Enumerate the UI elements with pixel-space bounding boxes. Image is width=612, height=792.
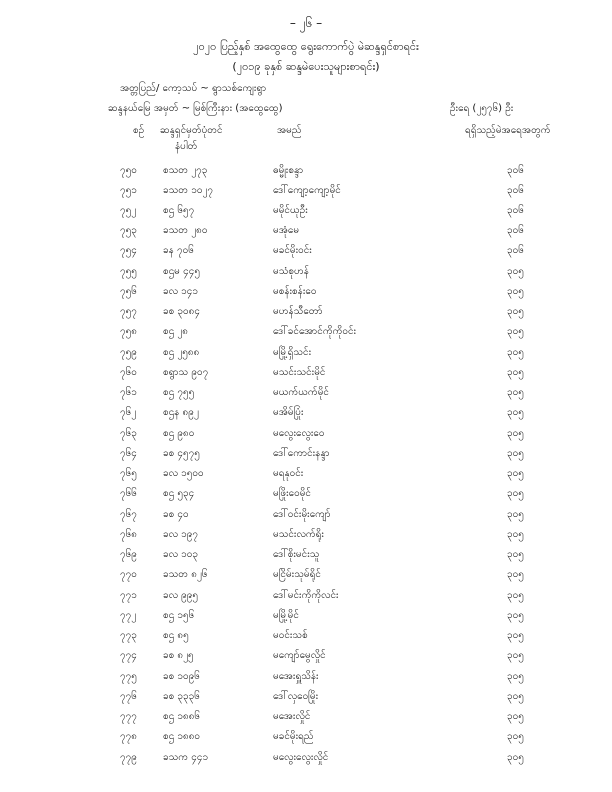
row-id: ခသတ ၂၈၀ <box>163 225 208 236</box>
row-votes: ၃၀၅ <box>507 691 524 702</box>
table-row <box>0 689 612 705</box>
table-row <box>0 243 612 259</box>
row-id: စသတ ၂၇၃ <box>163 165 208 176</box>
page-number: – ၂၆ – <box>289 16 323 30</box>
row-votes: ၃၀၅ <box>507 347 524 358</box>
row-number: ၇၆၉ <box>120 549 137 560</box>
row-name: ဒေါ်မင်းကိုကိုလင်း <box>273 590 339 601</box>
row-votes: ၃၀၅ <box>507 671 524 682</box>
row-number: ၇၆၈ <box>120 529 137 540</box>
row-id: စဌ ၁၈၈၀ <box>163 731 201 742</box>
constituency-line: ဆန္ဒနယ်မြေ အမှတ် ~ မြစ်ကြီးနား (အထွေထွေ) <box>108 103 283 114</box>
table-row <box>0 527 612 543</box>
row-id: စဌမ ၄၄၅ <box>163 266 200 277</box>
row-id: ခလ ၉၉၅ <box>163 590 199 601</box>
row-number: ၇၅၀ <box>120 165 137 176</box>
row-name: ဒေါ်ဝင်းမိုးကျော် <box>273 509 331 520</box>
row-votes: ၃၀၅ <box>507 731 524 742</box>
row-id: စဌန ၈၉၂ <box>163 407 199 418</box>
table-row <box>0 729 612 745</box>
table-row <box>0 547 612 563</box>
row-name: မမိုင်ယုဦး <box>273 205 308 216</box>
row-number: ၇၆၂ <box>120 407 137 418</box>
table-row <box>0 608 612 624</box>
table-row <box>0 426 612 442</box>
row-number: ၇၆၁ <box>120 387 137 398</box>
row-votes: ၃၀၅ <box>507 367 524 378</box>
table-row <box>0 284 612 300</box>
row-id: စဌ ၁၈၈၆ <box>163 711 201 722</box>
row-id: စဌ ၁၅၆ <box>163 610 195 621</box>
table-row <box>0 709 612 725</box>
row-id: ခလ ၁၄၁ <box>163 286 199 297</box>
row-name: မခင်မိုးရည် <box>273 731 314 742</box>
row-votes: ၃၀၆ <box>507 245 524 256</box>
row-votes: ၃၀၅ <box>507 448 524 459</box>
row-number: ၇၅၄ <box>120 245 137 256</box>
row-id: ခလ ၁၉၇ <box>163 529 199 540</box>
row-votes: ၃၀၆ <box>507 185 524 196</box>
row-id: ခန ၇၀၆ <box>163 245 194 256</box>
table-row <box>0 446 612 462</box>
column-header-votes: ရရှိသည့်မဲအရေအတွက် <box>465 125 551 136</box>
table-row <box>0 183 612 199</box>
table-row <box>0 264 612 280</box>
row-name: မမြို့မိုင် <box>273 610 299 621</box>
row-name: မကျော်မွေလှိုင် <box>273 650 326 661</box>
row-name: မမြို့ရှိသင်း <box>273 347 312 358</box>
row-number: ၇၅၃ <box>120 225 137 236</box>
column-header-name: အမည် <box>277 125 302 136</box>
row-name: မလွေးလွေးဝေ <box>273 428 325 439</box>
column-header-id: ဆန္ဒရှင်မှတ်ပုံတင် <box>160 125 223 136</box>
row-votes: ၃၀၅ <box>507 286 524 297</box>
row-votes: ၃၀၅ <box>507 549 524 560</box>
row-number: ၇၅၅ <box>120 266 137 277</box>
row-name: မအေးလှိုင် <box>273 711 311 722</box>
table-row <box>0 365 612 381</box>
row-name: မသံစုဟန် <box>273 266 309 277</box>
row-number: ၇၇၃ <box>120 630 137 641</box>
row-name: မအိမ်ပြုံး <box>273 407 304 418</box>
table-row <box>0 750 612 766</box>
row-votes: ၃၀၅ <box>507 266 524 277</box>
row-number: ၇၆၅ <box>120 468 137 479</box>
row-id: စဌ ၂၈ <box>163 326 188 337</box>
table-row <box>0 304 612 320</box>
row-number: ၇၆၇ <box>120 509 137 520</box>
row-name: မဖြိုးဝေမိုင် <box>273 488 311 499</box>
row-number: ၇၆၄ <box>120 448 137 459</box>
row-votes: ၃၀၆ <box>507 225 524 236</box>
column-header-number: စဉ် <box>133 125 145 136</box>
row-id: စဌ ၇၅၅ <box>163 387 195 398</box>
row-votes: ၃၀၅ <box>507 630 524 641</box>
row-votes: ၃၀၅ <box>507 428 524 439</box>
column-header-id-line2: နံပါတ် <box>175 141 198 152</box>
table-row <box>0 567 612 583</box>
row-number: ၇၇၆ <box>120 691 137 702</box>
row-number: ၇၅၆ <box>120 286 137 297</box>
row-name: ဒေါ်ခင်အောင်ကိုကိုဝင်း <box>273 326 357 337</box>
row-name: ဒေါ်လှဝေမြိုး <box>273 691 319 702</box>
row-votes: ၃၀၅ <box>507 387 524 398</box>
row-votes: ၃၀၅ <box>507 610 524 621</box>
row-number: ၇၇၄ <box>120 650 137 661</box>
row-number: ၇၇၉ <box>120 752 137 763</box>
row-name: မရနုဝင်း <box>273 468 304 479</box>
row-name: မသင်းလက်ရိုး <box>273 529 324 540</box>
row-id: ခသတ ၈၂၆ <box>163 569 208 580</box>
row-number: ၇၅၇ <box>120 306 137 317</box>
row-id: ခလ ၁၅၀၀ <box>163 468 204 479</box>
row-votes: ၃၀၅ <box>507 407 524 418</box>
table-row <box>0 486 612 502</box>
table-row <box>0 203 612 219</box>
row-name: မလွေးလွေးလှိုင် <box>273 752 329 763</box>
row-name: မစန်းစန်းဝေ <box>273 286 317 297</box>
row-votes: ၃၀၅ <box>507 650 524 661</box>
row-id: စဌ ၂၅၈၈ <box>163 347 200 358</box>
document-title: ၂၀၂၀ ပြည့်နှစ် အထွေထွေ ရွေးကောက်ပွဲ မဲဆန္ဒရှင်စာရင်း <box>193 40 419 53</box>
row-votes: ၃၀၆ <box>507 205 524 216</box>
row-votes: ၃၀၅ <box>507 509 524 520</box>
row-id: ခစ ၃၃၃၆ <box>163 691 200 702</box>
row-votes: ၃၀၅ <box>507 711 524 722</box>
table-row <box>0 648 612 664</box>
row-name: မအုံမေ <box>273 225 300 236</box>
voter-count: ဦးရေ (၂၅၇၆) ဦး <box>450 103 514 114</box>
row-name: မဝင်းသစ် <box>273 630 308 641</box>
row-number: ၇၅၈ <box>120 326 137 337</box>
document-subtitle: (၂၀၁၉ ခုနှစ် ဆန္ဒမဲပေးသူများစာရင်း) <box>232 60 380 73</box>
row-number: ၇၇၇ <box>120 711 137 722</box>
row-name: မခင်မိုးဝင်း <box>273 245 312 256</box>
row-votes: ၃၀၅ <box>507 590 524 601</box>
row-name: မသင်းသင်းမိုင် <box>273 367 326 378</box>
table-row <box>0 223 612 239</box>
table-row <box>0 628 612 644</box>
row-id: ခစ ၄၀ <box>163 509 189 520</box>
row-number: ၇၆၃ <box>120 428 137 439</box>
row-id: စဌ ၆၅၇ <box>163 205 195 216</box>
row-votes: ၃၀၅ <box>507 752 524 763</box>
table-row <box>0 163 612 179</box>
row-id: ခလ ၁၀၃ <box>163 549 199 560</box>
row-number: ၇၅၉ <box>120 347 137 358</box>
row-votes: ၃၀၅ <box>507 488 524 499</box>
row-name: မယက်ယက်မိုင် <box>273 387 329 398</box>
table-row <box>0 324 612 340</box>
row-votes: ၃၀၅ <box>507 326 524 337</box>
row-name: ဓမ္မိုးစန္ဒာ <box>273 165 304 176</box>
row-votes: ၃၀၅ <box>507 529 524 540</box>
table-row <box>0 466 612 482</box>
row-id: စရွာသ ၉၀၇ <box>163 367 209 378</box>
row-number: ၇၅၂ <box>120 205 137 216</box>
row-number: ၇၆၀ <box>120 367 137 378</box>
table-row <box>0 507 612 523</box>
row-number: ၇၇၁ <box>120 590 137 601</box>
row-name: မငြိမ်းသုမ်ရိုင် <box>273 569 321 580</box>
row-id: ခစ ၁၀၉၆ <box>163 671 200 682</box>
row-number: ၇၇၀ <box>120 569 137 580</box>
row-number: ၇၆၆ <box>120 488 137 499</box>
table-row <box>0 385 612 401</box>
location-line: အတ္တပြည်/ ကော့သပ် ~ ရွာသစ်ကျေးရွာ <box>120 83 267 94</box>
row-name: မဟန်သီတော် <box>273 306 323 317</box>
row-name: ဒေါ်စိုးမင်းသူ <box>273 549 320 560</box>
row-id: စဌ ၈၅ <box>163 630 189 641</box>
table-row <box>0 588 612 604</box>
row-id: စဌ ၉၈၀ <box>163 428 195 439</box>
table-row <box>0 345 612 361</box>
row-name: ဒေါ်ကျော့ကျော့မိုင် <box>273 185 341 196</box>
row-votes: ၃၀၅ <box>507 468 524 479</box>
table-row <box>0 405 612 421</box>
row-id: ခစ ၃၀၈၄ <box>163 306 201 317</box>
row-votes: ၃၀၆ <box>507 165 524 176</box>
row-id: ခစ ၈၂၅ <box>163 650 194 661</box>
row-number: ၇၅၁ <box>120 185 137 196</box>
table-row <box>0 669 612 685</box>
row-name: ဒေါ်ကောင်းနန္ဒာ <box>273 448 330 459</box>
row-votes: ၃၀၅ <box>507 569 524 580</box>
row-name: မအေးရှူသိန်း <box>273 671 319 682</box>
row-number: ၇၇၈ <box>120 731 137 742</box>
row-id: ခစ ၄၅၇၅ <box>163 448 200 459</box>
row-id: ခသတ ၁၀၂၇ <box>163 185 213 196</box>
row-votes: ၃၀၅ <box>507 306 524 317</box>
row-number: ၇၇၅ <box>120 671 137 682</box>
row-id: စဌ ၅၃၄ <box>163 488 195 499</box>
row-number: ၇၇၂ <box>120 610 137 621</box>
row-id: ခသက ၄၄၁ <box>163 752 209 763</box>
